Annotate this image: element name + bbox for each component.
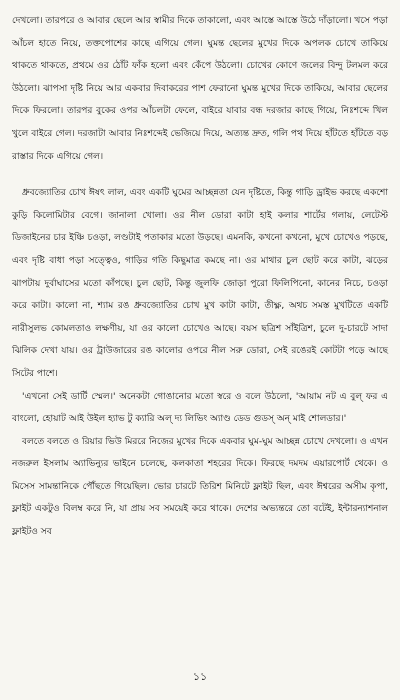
paragraph-2: ধ্রুবজ্যোতির চোখ ঈষৎ লাল, এবং একটি ঘুমের আচ্ছন্নতা যেন দৃষ্টিতে, কিন্তু গাড়ি ড্রাইভ করছে একশো কুড়ি কিলোমিটার বেগে। জানালা খোলা। ওর নীল ডোরা কাটা হাই কলার শার্টের গলায়, লেটেস্ট ডিজাইনের চার ইঞ্চি চওড়া, লণ্ডটাই পতাকার মতো উড়ছে। এমনকি, কখনো কখনো, মুখে চোখেও পড়ছে, এবং দৃষ্টি বাধা পড়া সত্ত্বেও, গাড়ির গতি কিছুমাত্র কমছে না। ওর মাথার চুল ছোট করে কাটা, ঝড়ের ঝাপটায় দুর্বাঘাসের মতো কাঁপছে। চুল ছোট, কিন্তু জুলফি জোড়া পুরো ফিলিপিনো, কানের নিচে, চওড়া করে কাটা। কালো না, শ্যাম রঙ ধ্রুবজ্যোতির চোখ মুখ কাটা কাটা, তীক্ষ্ণ, অথচ সমস্ত মুখটিতে একটি নারীসুলভ কোমলতাও লক্ষণীয়, যা ওর কালো চোখেও আছে। বয়স ছত্রিশ সাঁইত্রিশ, চুলে দু-চারটে সাদা ঝিলিক দেখা যায়। ওর ট্রাউজারের রঙ কালোর ওপরে নীল সরু ডোরা, সেই রঙেরই কোটটা পড়ে আছে সিটের পাশে। <box>12 188 388 379</box>
paragraph-1: দেখলো। তারপরে ও আবার ছেলে আর স্বামীর দিকে তাকালো, এবং আস্তে আস্তে উঠে দাঁড়ালো। খসে পড়া আঁচল হাতে নিয়ে, তক্তপোশের কাছে এগিয়ে গেল। ঘুমন্ত ছেলের মুখের দিকে অপলক চোখে তাকিয়ে থাকতে থাকতে, প্রথমে ওর ঠোঁট ফাঁক হলো এবং কেঁপে উঠলো। চোখের কোণে জলের বিন্দু টলমল করে উঠলো। ঝাপসা দৃষ্টি নিয়ে আর একবার দিবাকরের পাশ ফেরানো ঘুমন্ত মুখের দিকে তাকিয়ে, আবার ছেলের দিকে ফিরলো। তারপর বুকের ওপর আঁচলটা ফেলে, বাইরে যাবার বন্ধ দরজার কাছে গিয়ে, নিঃশব্দে খিল খুলে বাইরে গেল। দরজাটা আবার নিঃশব্দেই ভেজিয়ে দিয়ে, অত্যন্ত দ্রুত, গলি পথ দিয়ে হাঁটতে হাঁটতে বড় রাস্তার দিকে এগিয়ে গেল। <box>12 16 388 162</box>
page-number: ১১ <box>192 670 208 683</box>
dialogue-paragraph-1: 'এখনো সেই ডার্টি স্মেল।' অনেকটা গোঙানোর মতো স্বরে ও বলে উঠলো, 'আয়াম নট এ বুল্ ফর এ বাংলো, হোয়াট আই উইল হ্যাভ টু ক্যারি অল্ দ্য লিভিং অ্যাণ্ড ডেড গুডস্ অন্ মাই শোলডার।' <box>12 391 388 425</box>
dialogue-paragraph-2: বলতে বলতে ও রিয়ার ভিউ মিররে নিজের মুখের দিকে একবার ঘুম-ঘুম আচ্ছন্ন চোখে দেখলো। ও এখন নজরুল ইসলাম অ্যাভিন্যুর ভাইনে চলেছে, কলকাতা শহরের দিকে। ফিরছে দমদম এয়ারপোর্ট থেকে। ও মিসেস সামন্তানিকে পৌঁছতে গিয়েছিল। ভোর চারটে তিরিশ মিনিটে ফ্লাইট ছিল, এবং ঈশ্বরের অসীম কৃপা, ফ্লাইট একটুও বিলম্ব করে নি, যা প্রায় সব সময়েই করে থাকে। দেশের অভ্যন্তরে তো বটেই, ইন্টারন্যাশনাল ফ্লাইটও সব <box>12 436 388 538</box>
